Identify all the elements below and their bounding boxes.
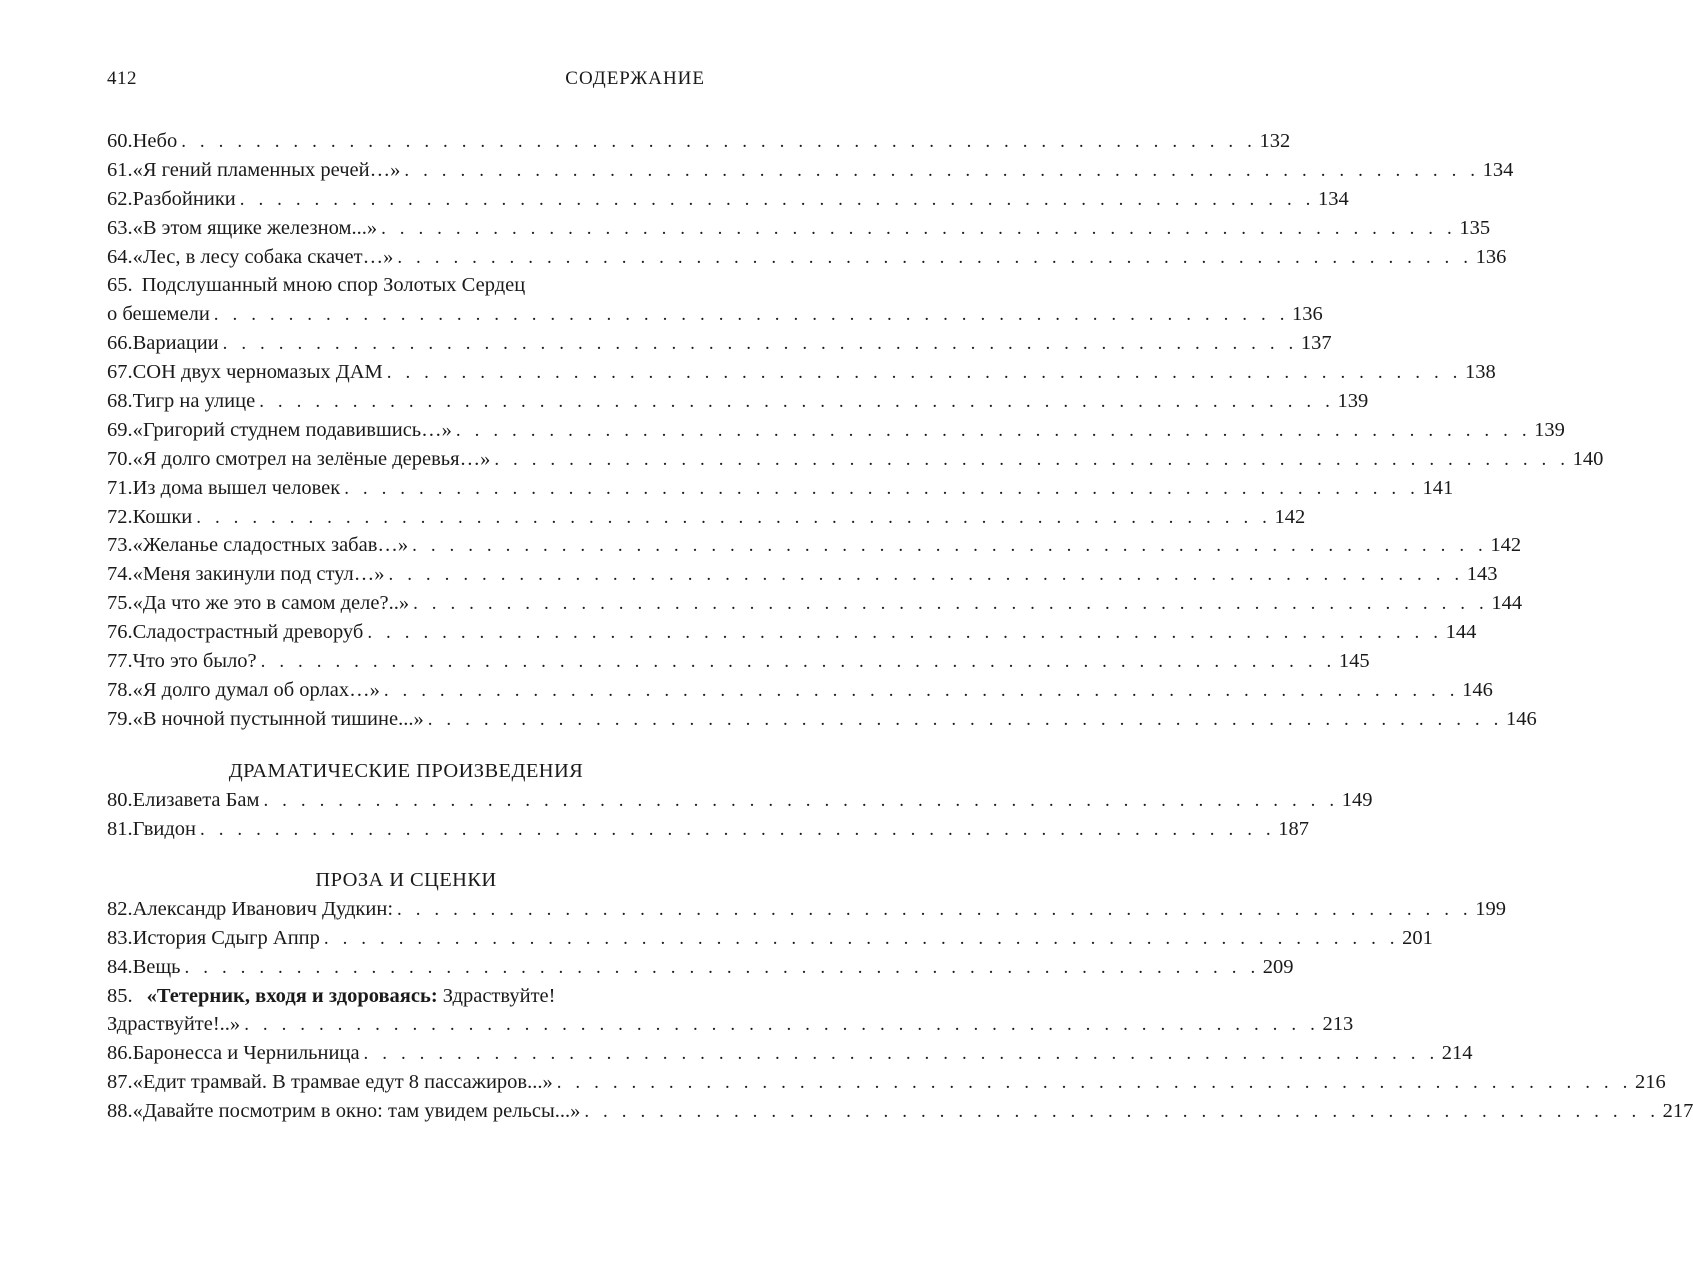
toc-entry-title: Разбойники [132, 187, 236, 210]
dot-leader: . . . . . . . . . . . . . . . . . . . . . . . . . . . . . . . . . . . . . . . . . . . . . . . . . . . . . . . . . . [494, 448, 1570, 470]
toc-entry-number: 81. [107, 817, 133, 840]
toc-entry-page: 144 [1491, 592, 1523, 615]
dot-leader: . . . . . . . . . . . . . . . . . . . . . . . . . . . . . . . . . . . . . . . . . . . . . . . . . . . . . . . . . . [244, 1014, 1320, 1036]
toc-entry [107, 531, 1522, 560]
dot-leader: . . . . . . . . . . . . . . . . . . . . . . . . . . . . . . . . . . . . . . . . . . . . . . . . . . . . . . . . . . [412, 535, 1488, 557]
toc-entry-page: 132 [1259, 130, 1291, 152]
toc-entry-page: 142 [1490, 534, 1522, 557]
toc-entry-title: «Желанье сладостных забав…» [132, 534, 409, 557]
toc-entry-number: 66. [107, 332, 133, 355]
toc-entry [107, 1039, 1473, 1068]
toc-entry [107, 815, 1309, 844]
toc-entry [107, 982, 705, 1011]
toc-entry-page: 201 [1402, 926, 1433, 949]
toc-entry [107, 185, 1349, 214]
toc-entry-page: 141 [1422, 476, 1454, 499]
dot-leader: . . . . . . . . . . . . . . . . . . . . . . . . . . . . . . . . . . . . . . . . . . . . . . . . . . . . . . . . . . [367, 622, 1443, 644]
toc-entry-page: 143 [1466, 563, 1498, 586]
toc-entry-title: Что это было? [132, 650, 257, 673]
toc-entry-title: Здраствуйте! [437, 984, 556, 1007]
toc-entry-number: 75. [107, 592, 133, 615]
toc-entry-title-bold: «Тетерник, входя и здороваясь: [146, 984, 438, 1007]
toc-entry-number: 87. [107, 1071, 133, 1094]
toc-entry [107, 127, 1291, 156]
dot-leader: . . . . . . . . . . . . . . . . . . . . . . . . . . . . . . . . . . . . . . . . . . . . . . . . . . . . . . . . . . [259, 391, 1335, 413]
page-number: 412 [107, 68, 137, 89]
toc-entry-number: 67. [107, 361, 133, 384]
toc-entry-number: 78. [107, 678, 133, 701]
toc-entry [107, 387, 1369, 416]
toc-entry-title: «Лес, в лесу собака скачет…» [132, 245, 394, 268]
toc-entry-title: Александр Иванович Дудкин: [132, 897, 394, 920]
toc-entry [107, 705, 1537, 734]
toc-entry [107, 1097, 1693, 1126]
dot-leader: . . . . . . . . . . . . . . . . . . . . . . . . . . . . . . . . . . . . . . . . . . . . . . . . . . . . . . . . . . [181, 131, 1257, 152]
toc-entry-page: 217 [1662, 1100, 1693, 1123]
dot-leader: . . . . . . . . . . . . . . . . . . . . . . . . . . . . . . . . . . . . . . . . . . . . . . . . . . . . . . . . . . [344, 477, 1420, 499]
toc-entry-number: 77. [107, 650, 133, 673]
dot-leader: . . . . . . . . . . . . . . . . . . . . . . . . . . . . . . . . . . . . . . . . . . . . . . . . . . . . . . . . . . [263, 789, 1339, 811]
toc-entry-title: Вещь [132, 955, 181, 978]
toc-entry [107, 560, 1498, 589]
toc-entry-number: 64. [107, 245, 133, 268]
toc-entry-title: Подслушанный мною спор Золотых Сердец [141, 274, 526, 297]
toc-entry-title: «В этом ящике железном...» [132, 216, 378, 239]
toc-entry-number: 62. [107, 187, 133, 210]
toc-entry-title: Из дома вышел человек [132, 476, 341, 499]
toc-entry-page: 216 [1634, 1071, 1666, 1094]
toc-entry-page: 140 [1572, 447, 1604, 470]
toc-entry [107, 156, 1514, 185]
toc-entry-number: 72. [107, 505, 133, 528]
dot-leader: . . . . . . . . . . . . . . . . . . . . . . . . . . . . . . . . . . . . . . . . . . . . . . . . . . . . . . . . . . [196, 506, 1272, 528]
toc-entry [107, 953, 1294, 982]
toc-entry-page: 214 [1441, 1042, 1473, 1065]
toc-entry-title: «Едит трамвай. В трамвае едут 8 пассажиров...» [132, 1071, 553, 1094]
toc-entry-title: «Григорий студнем подавившись…» [132, 418, 452, 441]
toc-entry-number: 88. [107, 1100, 133, 1123]
toc-entry-number: 63. [107, 216, 133, 239]
toc-section-prose [107, 866, 1693, 1126]
toc-entry-title-continued: о бешемели [107, 303, 210, 326]
dot-leader: . . . . . . . . . . . . . . . . . . . . . . . . . . . . . . . . . . . . . . . . . . . . . . . . . . . . . . . . . . [260, 651, 1336, 673]
toc-entry-page: 135 [1459, 216, 1491, 239]
toc-entry-title-continued: Здраствуйте!..» [107, 1013, 241, 1036]
toc-entry-title: Вариации [132, 332, 219, 355]
toc-entry-title: «Я долго смотрел на зелёные деревья…» [132, 447, 491, 470]
toc-entry-number: 82. [107, 897, 133, 920]
toc-entry [107, 786, 1373, 815]
toc-entry-title: «Давайте посмотрим в окно: там увидем рельсы...» [132, 1100, 581, 1123]
toc-entry [107, 358, 1496, 387]
toc-entry-number: 83. [107, 926, 133, 949]
dot-leader: . . . . . . . . . . . . . . . . . . . . . . . . . . . . . . . . . . . . . . . . . . . . . . . . . . . . . . . . . . [184, 956, 1260, 978]
toc-entry-number: 61. [107, 158, 133, 181]
toc-entry-number: 84. [107, 955, 133, 978]
dot-leader: . . . . . . . . . . . . . . . . . . . . . . . . . . . . . . . . . . . . . . . . . . . . . . . . . . . . . . . . . . [381, 217, 1457, 239]
toc-entry [107, 445, 1604, 474]
dot-leader: . . . . . . . . . . . . . . . . . . . . . . . . . . . . . . . . . . . . . . . . . . . . . . . . . . . . . . . . . . [386, 362, 1462, 384]
toc-entry-page: 149 [1341, 788, 1373, 811]
toc-entry [107, 1068, 1666, 1097]
dot-leader: . . . . . . . . . . . . . . . . . . . . . . . . . . . . . . . . . . . . . . . . . . . . . . . . . . . . . . . . . . [239, 188, 1315, 210]
toc-entry [107, 618, 1477, 647]
toc-entry-number: 60. [107, 130, 133, 152]
toc-entry-number: 86. [107, 1042, 133, 1065]
toc-entry [107, 474, 1454, 503]
toc-entry-number: 76. [107, 621, 133, 644]
toc-entry-title: История Сдыгр Аппр [132, 926, 320, 949]
toc-entry-number: 79. [107, 707, 133, 730]
toc-entry-number: 73. [107, 534, 133, 557]
toc-entry-page: 144 [1445, 621, 1477, 644]
section-heading: ДРАМАТИЧЕСКИЕ ПРОИЗВЕДЕНИЯ [228, 760, 584, 782]
toc-entry-page: 136 [1475, 245, 1507, 268]
toc-entry-number: 68. [107, 390, 133, 413]
toc-entry-title: Небо [132, 130, 178, 152]
toc-entry-number: 65. [107, 274, 133, 297]
toc-entry-page: 136 [1292, 303, 1323, 326]
dot-leader: . . . . . . . . . . . . . . . . . . . . . . . . . . . . . . . . . . . . . . . . . . . . . . . . . . . . . . . . . . [404, 159, 1480, 181]
toc-entry-title: «В ночной пустынной тишине...» [132, 707, 424, 730]
dot-leader: . . . . . . . . . . . . . . . . . . . . . . . . . . . . . . . . . . . . . . . . . . . . . . . . . . . . . . . . . . [455, 419, 1532, 441]
toc-entry-title: Гвидон [132, 817, 196, 840]
toc-entry [107, 243, 1507, 272]
dot-leader: . . . . . . . . . . . . . . . . . . . . . . . . . . . . . . . . . . . . . . . . . . . . . . . . . . . . . . . . . . [397, 898, 1473, 920]
toc-entry-title: «Меня закинули под стул…» [132, 563, 385, 586]
dot-leader: . . . . . . . . . . . . . . . . . . . . . . . . . . . . . . . . . . . . . . . . . . . . . . . . . . . . . . . . . . [383, 679, 1460, 701]
dot-leader: . . . . . . . . . . . . . . . . . . . . . . . . . . . . . . . . . . . . . . . . . . . . . . . . . . . . . . . . . . [413, 593, 1489, 615]
toc-entry-title: «Я долго думал об орлах…» [132, 678, 380, 701]
toc-entry-page: 199 [1475, 897, 1507, 920]
toc-entry-number: 74. [107, 563, 133, 586]
toc-entry [107, 214, 1491, 243]
toc-entry-page: 187 [1278, 817, 1309, 840]
toc-section-drama [107, 757, 1373, 844]
toc-entry-page: 134 [1318, 187, 1349, 210]
dot-leader: . . . . . . . . . . . . . . . . . . . . . . . . . . . . . . . . . . . . . . . . . . . . . . . . . . . . . . . . . . [363, 1043, 1439, 1065]
toc-poems [107, 127, 1604, 734]
toc-entry [107, 271, 705, 300]
toc-entry [107, 416, 1565, 445]
running-head [107, 68, 705, 98]
toc-entry-title: Баронесса и Чернильница [132, 1042, 360, 1065]
dot-leader: . . . . . . . . . . . . . . . . . . . . . . . . . . . . . . . . . . . . . . . . . . . . . . . . . . . . . . . . . . [213, 304, 1290, 326]
toc-entry-continuation [107, 1010, 1354, 1039]
toc-entry-number: 85. [107, 984, 133, 1007]
toc-entry-page: 209 [1262, 955, 1294, 978]
toc-entry-number: 71. [107, 476, 133, 499]
toc-entry-title: Кошки [132, 505, 193, 528]
dot-leader: . . . . . . . . . . . . . . . . . . . . . . . . . . . . . . . . . . . . . . . . . . . . . . . . . . . . . . . . . . [427, 708, 1503, 730]
toc-entry-continuation [107, 300, 1323, 329]
dot-leader: . . . . . . . . . . . . . . . . . . . . . . . . . . . . . . . . . . . . . . . . . . . . . . . . . . . . . . . . . . [323, 927, 1400, 949]
toc-entry-page: 138 [1465, 361, 1496, 384]
toc-entry-page: 146 [1505, 707, 1537, 730]
toc-entry-page: 146 [1462, 678, 1493, 701]
toc-entry-title: «Да что же это в самом деле?..» [132, 592, 410, 615]
dot-leader: . . . . . . . . . . . . . . . . . . . . . . . . . . . . . . . . . . . . . . . . . . . . . . . . . . . . . . . . . . [200, 818, 1276, 840]
toc-entry-title: «Я гений пламенных речей…» [132, 158, 401, 181]
toc-entry [107, 676, 1493, 705]
toc-entry [107, 924, 1433, 953]
toc-entry [107, 895, 1507, 924]
running-title: СОДЕРЖАНИЕ [565, 68, 705, 89]
toc-entry-page: 139 [1337, 390, 1369, 413]
dot-leader: . . . . . . . . . . . . . . . . . . . . . . . . . . . . . . . . . . . . . . . . . . . . . . . . . . . . . . . . . . [388, 564, 1464, 586]
toc-entry [107, 503, 1306, 532]
toc-entry-page: 134 [1482, 158, 1514, 181]
toc-entry-title: Елизавета Бам [132, 788, 260, 811]
dot-leader: . . . . . . . . . . . . . . . . . . . . . . . . . . . . . . . . . . . . . . . . . . . . . . . . . . . . . . . . . . [222, 333, 1298, 355]
toc-entry [107, 329, 1332, 358]
dot-leader: . . . . . . . . . . . . . . . . . . . . . . . . . . . . . . . . . . . . . . . . . . . . . . . . . . . . . . . . . . [397, 246, 1473, 268]
toc-entry [107, 647, 1370, 676]
toc-entry-page: 142 [1274, 505, 1306, 528]
toc-entry-title: Сладострастный древоруб [132, 621, 364, 644]
toc-entry-number: 80. [107, 788, 133, 811]
toc-entry-number: 69. [107, 418, 133, 441]
toc-entry-page: 139 [1534, 418, 1565, 441]
toc-entry-number: 70. [107, 447, 133, 470]
dot-leader: . . . . . . . . . . . . . . . . . . . . . . . . . . . . . . . . . . . . . . . . . . . . . . . . . . . . . . . . . . [556, 1072, 1632, 1094]
toc-entry-title: Тигр на улице [132, 390, 256, 413]
toc-entry-title: СОН двух черномазых ДАМ [132, 361, 383, 384]
dot-leader: . . . . . . . . . . . . . . . . . . . . . . . . . . . . . . . . . . . . . . . . . . . . . . . . . . . . . . . . . . [584, 1101, 1660, 1123]
toc-entry-page: 145 [1338, 650, 1370, 673]
toc-entry-page: 137 [1300, 332, 1332, 355]
toc-entry-page: 213 [1322, 1013, 1354, 1036]
section-heading: ПРОЗА И СЦЕНКИ [315, 869, 497, 891]
toc-entry [107, 589, 1523, 618]
